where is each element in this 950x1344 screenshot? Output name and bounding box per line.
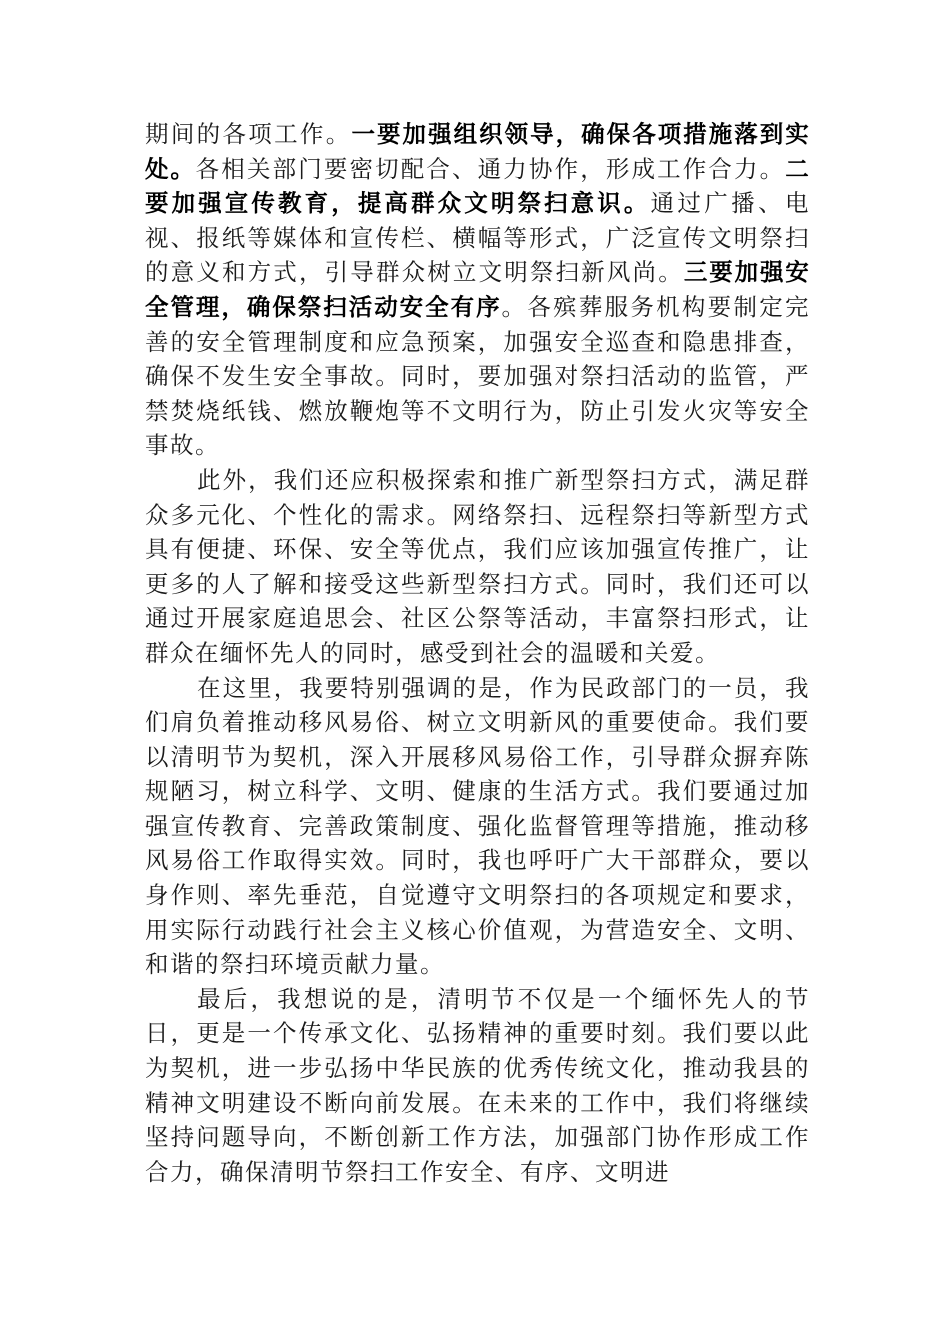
- paragraph-4: [145, 982, 810, 1190]
- text-run: 各相关部门要密切配合、通力协作，形成工作合力。: [195, 154, 786, 183]
- text-run: 此外，我们还应积极探索和推广新型祭扫方式，满足群众多元化、个性化的需求。网络祭扫、远程祭扫等新型方式具有便捷、环保、安全等优点，我们应该加强宣传推广，让更多的人了解和接受这些新型祭扫方式。同时，我们还可以通过开展家庭追思会、社区公祭等活动，丰富祭扫形式，让群众在缅怀先人的同时，感受到社会的温暖和关爱。: [145, 465, 810, 667]
- bold-heading-2: 二要加强宣传教育，提高群众文明祭扫意识。: [145, 154, 810, 218]
- text-run: 期间的各项工作。: [145, 120, 352, 148]
- paragraph-3: [145, 671, 810, 982]
- text-run: 在这里，我要特别强调的是，作为民政部门的一员，我们肩负着推动移风易俗、树立文明新风的重要使命。我们要以清明节为契机，深入开展移风易俗工作，引导群众摒弃陈规陋习，树立科学、文明、健康的生活方式。我们要通过加强宣传教育、完善政策制度、强化监督管理等措施，推动移风易俗工作取得实效。同时，我也呼吁广大干部群众，要以身作则、率先垂范，自觉遵守文明祭扫的各项规定和要求，用实际行动践行社会主义核心价值观，为营造安全、文明、和谐的祭扫环境贡献力量。: [145, 673, 810, 979]
- text-run: 。各殡葬服务机构要制定完善的安全管理制度和应急预案，加强安全巡查和隐患排查，确保不发生安全事故。同时，要加强对祭扫活动的监管，严禁焚烧纸钱、燃放鞭炮等不文明行为，防止引发火灾等安全事故。: [145, 292, 810, 460]
- text-run: 最后，我想说的是，清明节不仅是一个缅怀先人的节日，更是一个传承文化、弘扬精神的重要时刻。我们要以此为契机，进一步弘扬中华民族的优秀传统文化，推动我县的精神文明建设不断向前发展。在未来的工作中，我们将继续坚持问题导向，不断创新工作方法，加强部门协作形成工作合力，确保清明节祭扫工作安全、有序、文明进: [145, 984, 810, 1186]
- text-run: 通过广播、电视、报纸等媒体和宣传栏、横幅等形式，广泛宣传文明祭扫的意义和方式，引导群众树立文明祭扫新风尚。: [145, 189, 810, 287]
- document-body: [145, 117, 810, 1189]
- paragraph-1: [145, 117, 810, 463]
- paragraph-2: [145, 463, 810, 671]
- bold-heading-1: 一要加强组织领导，确保各项措施落到实处。: [145, 120, 810, 183]
- bold-heading-3: 三要加强安全管理，确保祭扫活动安全有序: [145, 258, 810, 321]
